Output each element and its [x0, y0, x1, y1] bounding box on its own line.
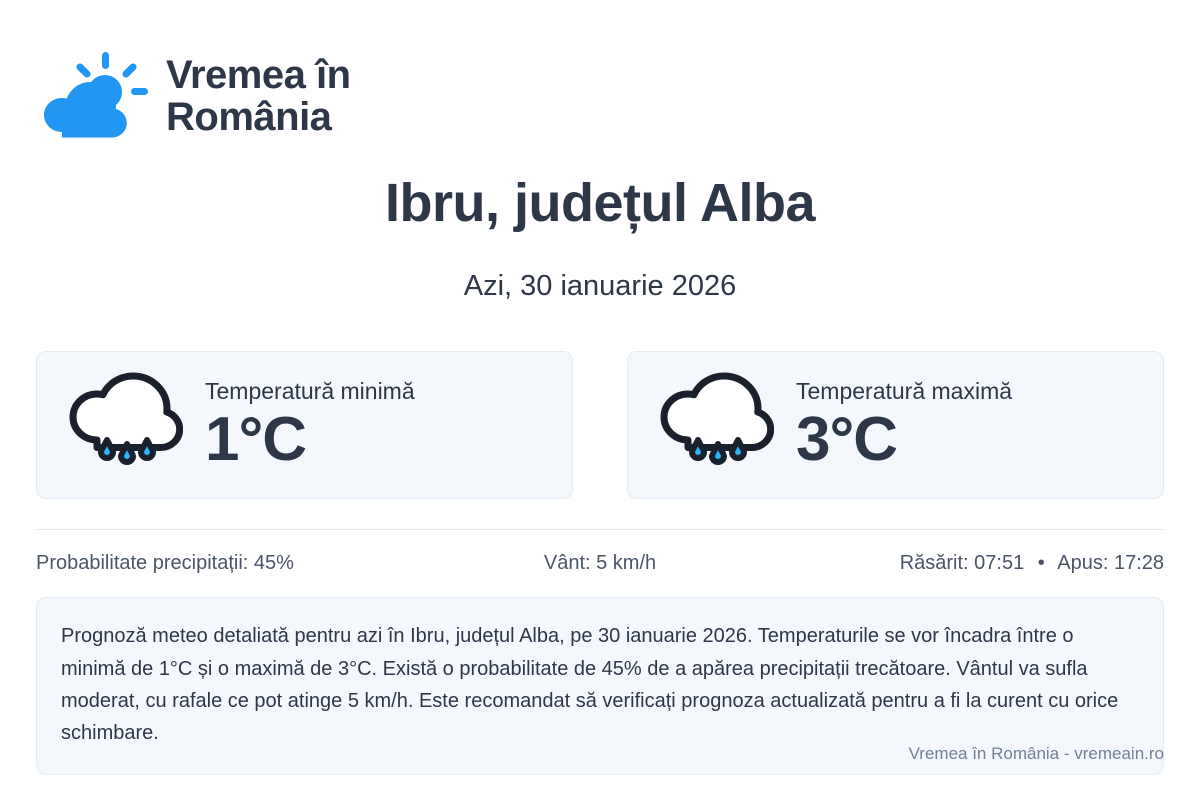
page-date: Azi, 30 ianuarie 2026 — [463, 270, 737, 303]
stat-separator: • — [1037, 552, 1045, 575]
sun-cloud-icon — [36, 48, 148, 144]
rain-cloud-icon — [654, 370, 774, 480]
min-temperature-card — [36, 351, 573, 499]
min-temperature-body — [205, 378, 415, 475]
sun-times-stat — [788, 552, 1164, 575]
sunset-stat: Apus: 17:28 — [1057, 552, 1164, 575]
min-temperature-value: 1°C — [205, 405, 307, 475]
min-temperature-label: Temperatură minimă — [205, 378, 415, 405]
brand-name — [166, 54, 351, 138]
rain-cloud-icon — [63, 370, 183, 480]
brand-header — [36, 0, 1164, 144]
max-temperature-value: 3°C — [796, 405, 898, 475]
footer-credit: Vremea în România - vremeain.ro — [908, 744, 1164, 763]
forecast-description: Prognoză meteo detaliată pentru azi în Ibru, județul Alba, pe 30 ianuarie 2026. Temperaturile se vor încadra între o minimă de 1°C și o maximă de 3°C. Există o probabilitate de 45% de a apărea precipitații trecătoare. Vântul va sufla moderat, cu rafale ce pot atinge 5 km/h. Este recomandat să verificați prognoza actualizată pentru a fi la curent cu orice schimbare. — [36, 597, 1164, 775]
max-temperature-label: Temperatură maximă — [796, 378, 1013, 405]
max-temperature-body — [796, 378, 1013, 475]
temperature-cards — [36, 351, 1164, 499]
brand-name-line2: România — [166, 95, 332, 139]
weather-stats-row — [36, 529, 1164, 575]
brand-name-line1: Vremea în — [166, 53, 351, 97]
wind-stat: Vânt: 5 km/h — [543, 552, 657, 575]
max-temperature-card — [627, 351, 1164, 499]
page-title: Ibru, județul Alba — [385, 173, 815, 233]
sunrise-stat: Răsărit: 07:51 — [899, 552, 1025, 575]
precipitation-stat: Probabilitate precipitații: 45% — [36, 552, 294, 575]
